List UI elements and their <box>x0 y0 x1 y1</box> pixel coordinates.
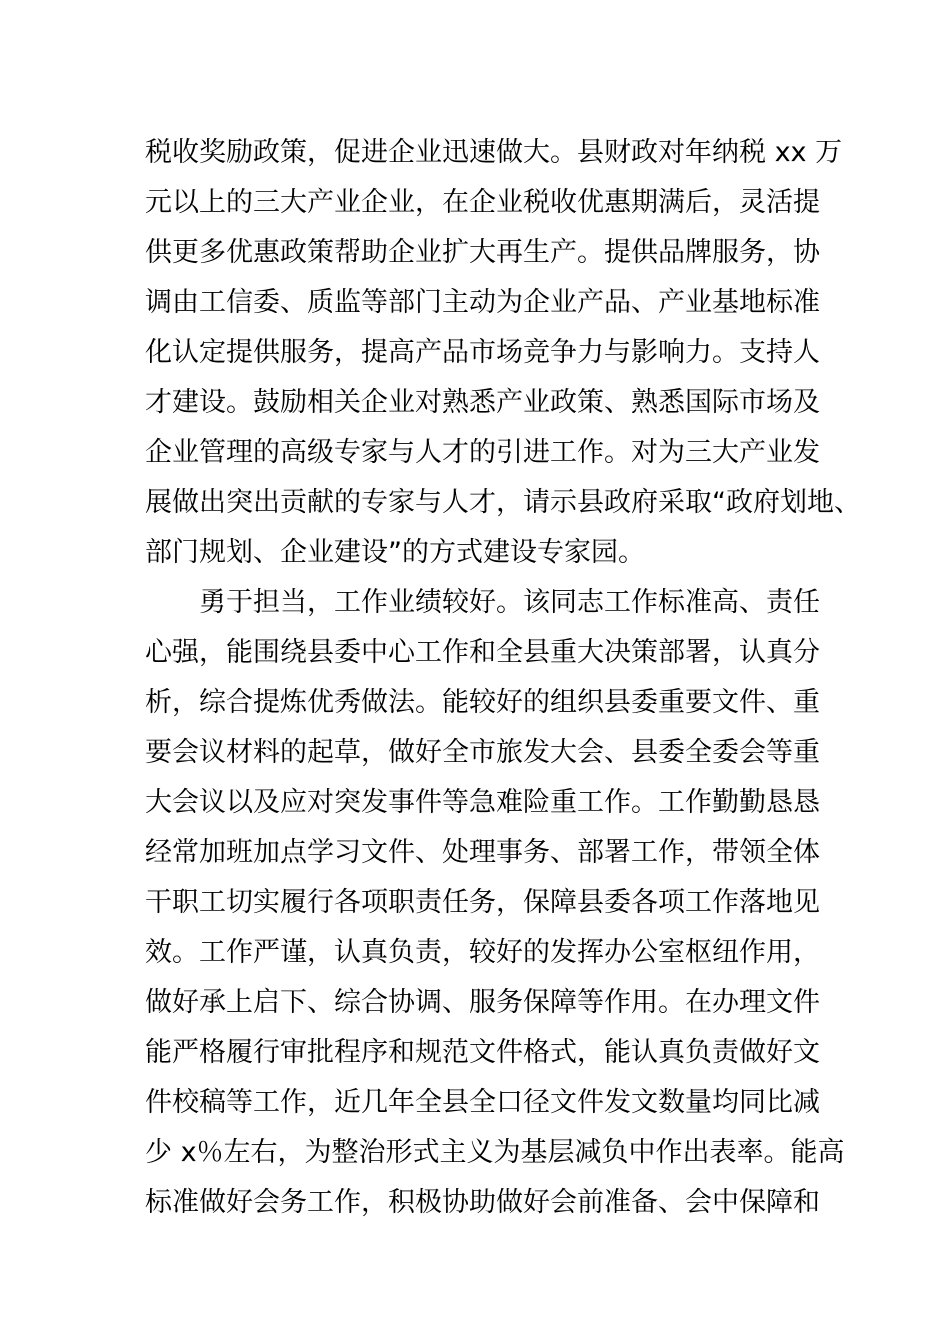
text-line: 企业管理的高级专家与人才的引进工作。对为三大产业发 <box>145 437 820 468</box>
text-line: 供更多优惠政策帮助企业扩大再生产。提供品牌服务，协 <box>145 237 820 268</box>
text-line: 析，综合提炼优秀做法。能较好的组织县委重要文件、重 <box>145 687 820 718</box>
text-line: 调由工信委、质监等部门主动为企业产品、产业基地标准 <box>145 287 820 318</box>
text-line: 经常加班加点学习文件、处理事务、部署工作，带领全体 <box>145 837 820 868</box>
text-line: 税收奖励政策，促进企业迅速做大。县财政对年纳税 xx 万 <box>145 137 843 168</box>
text-line: 展做出突出贡献的专家与人才，请示县政府采取“政府划地、 <box>145 487 861 518</box>
text-line: 能严格履行审批程序和规范文件格式，能认真负责做好文 <box>145 1037 820 1068</box>
text-line: 标准做好会务工作，积极协助做好会前准备、会中保障和 <box>145 1187 820 1218</box>
body-text <box>145 128 861 1228</box>
text-line: 化认定提供服务，提高产品市场竞争力与影响力。支持人 <box>145 337 820 368</box>
text-line: 效。工作严谨，认真负责，较好的发挥办公室枢纽作用， <box>145 937 820 968</box>
text-line: 做好承上启下、综合协调、服务保障等作用。在办理文件 <box>145 987 820 1018</box>
text-line: 件校稿等工作，近几年全县全口径文件发文数量均同比减 <box>145 1087 820 1118</box>
text-line: 部门规划、企业建设”的方式建设专家园。 <box>145 537 645 568</box>
text-line: 要会议材料的起草，做好全市旅发大会、县委全委会等重 <box>145 737 820 768</box>
text-line: 才建设。鼓励相关企业对熟悉产业政策、熟悉国际市场及 <box>145 387 820 418</box>
text-line: 少 x％左右，为整治形式主义为基层减负中作出表率。能高 <box>145 1137 845 1168</box>
paragraph-start-line: 勇于担当，工作业绩较好。该同志工作标准高、责任 <box>199 587 820 618</box>
text-line: 干职工切实履行各项职责任务，保障县委各项工作落地见 <box>145 887 820 918</box>
text-line: 元以上的三大产业企业，在企业税收优惠期满后，灵活提 <box>145 187 820 218</box>
text-line: 大会议以及应对突发事件等急难险重工作。工作勤勤恳恳 <box>145 787 820 818</box>
text-line: 心强，能围绕县委中心工作和全县重大决策部署，认真分 <box>145 637 820 668</box>
